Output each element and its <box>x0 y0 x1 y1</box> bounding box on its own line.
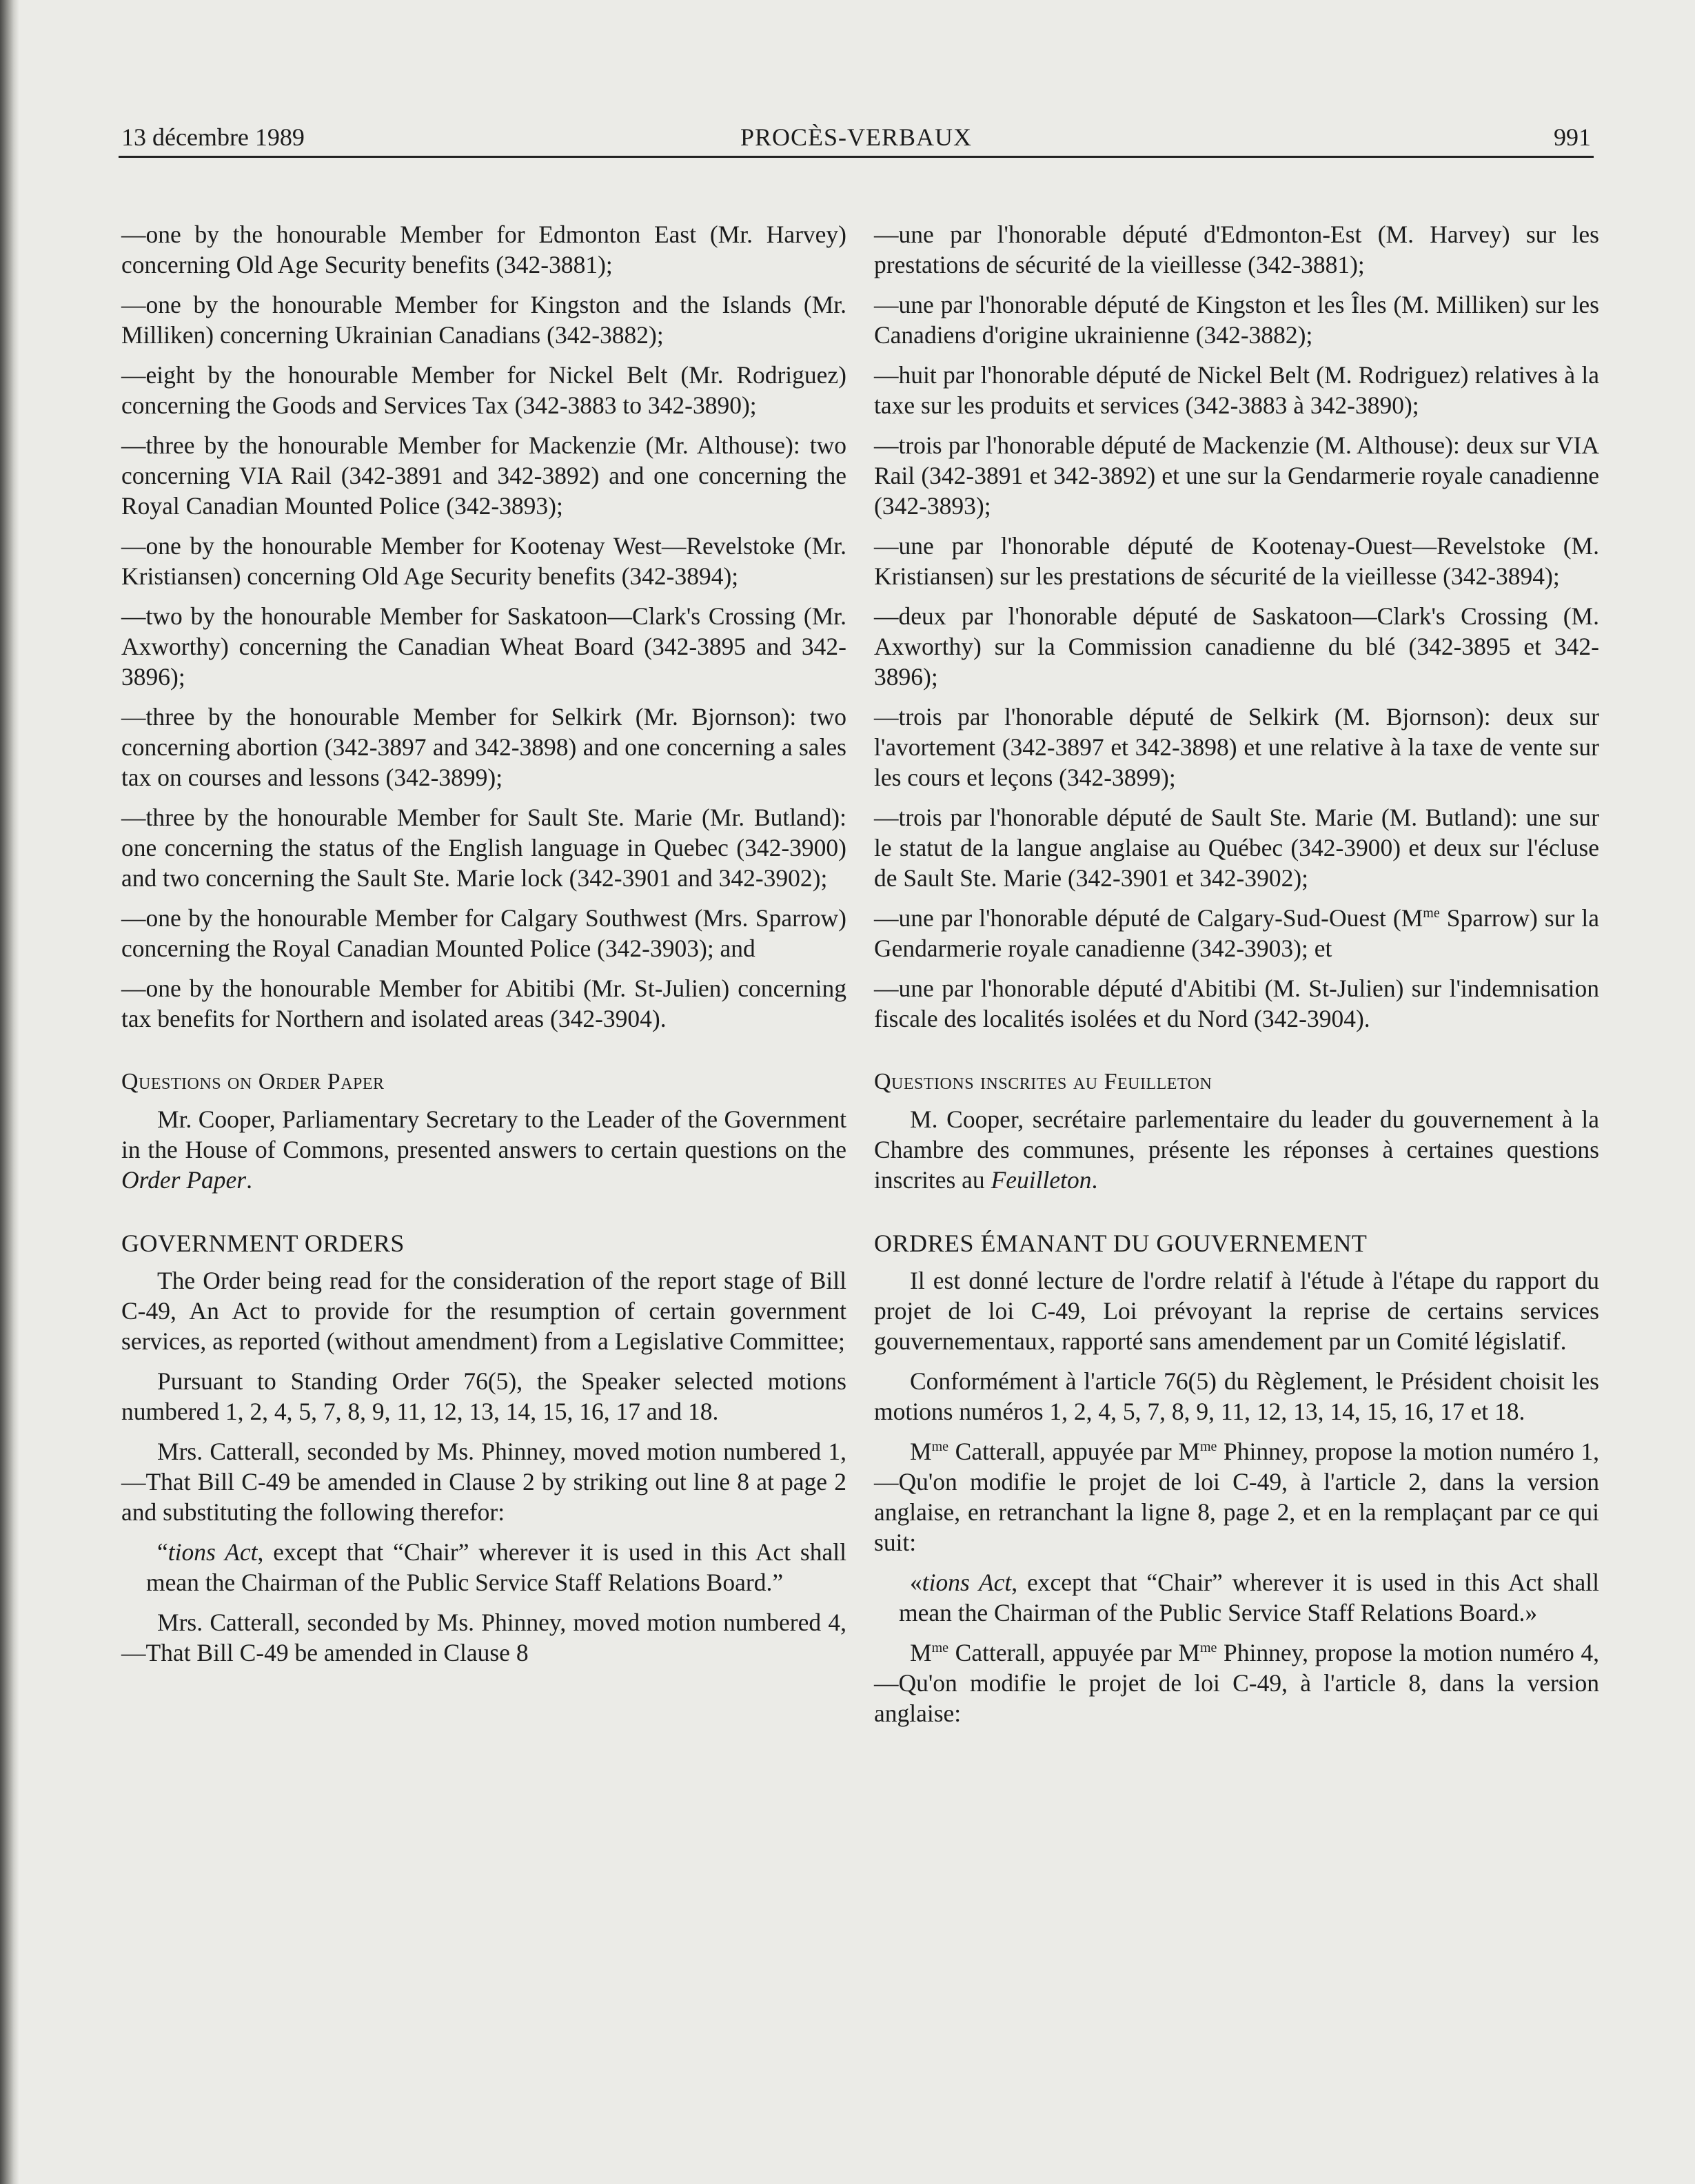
petition-item: —one by the honourable Member for Calgary Southwest (Mrs. Sparrow) concerning the Royal Canadian Mounted Police (342-3903); and <box>121 904 846 962</box>
english-column <box>121 219 846 1677</box>
petition-item: —one by the honourable Member for Kingston and the Islands (Mr. Milliken) concerning Ukrainian Canadians (342-3882); <box>121 291 846 349</box>
petition-item: —une par l'honorable député de Kootenay-Ouest—Revelstoke (M. Kristiansen) sur les prestations de sécurité de la vieillesse (342-3894); <box>874 532 1599 590</box>
petition-item: —three by the honourable Member for Sault Ste. Marie (Mr. Butland): one concerning the status of the English language in Quebec (342-3900) and two concerning the Sault Ste. Marie lock (342-3901 and 342-3902); <box>121 804 846 892</box>
petition-item: —three by the honourable Member for Selkirk (Mr. Bjornson): two concerning abortion (342-3897 and 342-3898) and one concerning a sales tax on courses and lessons (342-3899); <box>121 703 846 791</box>
petition-item: —one by the honourable Member for Abitibi (Mr. St-Julien) concerning tax benefits for Northern and isolated areas (342-3904). <box>121 974 846 1032</box>
order-paragraph: Il est donné lecture de l'ordre relatif à l'étude à l'étape du rapport du projet de loi C-49, Loi prévoyant la reprise de certains services gouvernementaux, rapporté sans amendement par un Comité législatif. <box>874 1267 1599 1355</box>
petition-item: —deux par l'honorable député de Saskatoon—Clark's Crossing (M. Axworthy) sur la Commission canadienne du blé (342-3895 et 342-3896); <box>874 602 1599 691</box>
french-column <box>874 219 1599 1738</box>
petition-item: —two by the honourable Member for Saskatoon—Clark's Crossing (Mr. Axworthy) concerning the Canadian Wheat Board (342-3895 and 342-3896); <box>121 602 846 691</box>
petition-item: —three by the honourable Member for Mackenzie (Mr. Althouse): two concerning VIA Rail (342-3891 and 342-3892) and one concerning the Royal Canadian Mounted Police (342-3893); <box>121 431 846 520</box>
questions-paragraph: M. Cooper, secrétaire parlementaire du leader du gouvernement à la Chambre des communes, présente les réponses à certaines questions inscrites au Feuilleton. <box>874 1105 1599 1194</box>
petition-item: —trois par l'honorable député de Mackenzie (M. Althouse): deux sur VIA Rail (342-3891 et 342-3892) et une sur la Gendarmerie royale canadienne (342-3893); <box>874 431 1599 520</box>
motion-quote: “tions Act, except that “Chair” wherever it is used in this Act shall mean the Chairman of the Public Service Staff Relations Board.” <box>146 1538 846 1596</box>
order-paragraph: Conformément à l'article 76(5) du Règlement, le Président choisit les motions numéros 1, 2, 4, 5, 7, 8, 9, 11, 12, 13, 14, 15, 16, 17 et 18. <box>874 1367 1599 1425</box>
header-title: PROCÈS-VERBAUX <box>740 123 973 151</box>
motion-quote: «tions Act, except that “Chair” wherever it is used in this Act shall mean the Chairman of the Public Service Staff Relations Board.» <box>899 1569 1599 1626</box>
questions-heading: Questions on Order Paper <box>121 1069 385 1094</box>
header-date: 13 décembre 1989 <box>121 123 305 151</box>
government-orders-heading: GOVERNMENT ORDERS <box>121 1229 405 1257</box>
order-paragraph: The Order being read for the consideration of the report stage of Bill C-49, An Act to provide for the resumption of certain government services, as reported (without amendment) from a Legislative Committee; <box>121 1267 846 1355</box>
petition-item: —trois par l'honorable député de Sault Ste. Marie (M. Butland): une sur le statut de la langue anglaise au Québec (342-3900) et deux sur l'écluse de Sault Ste. Marie (342-3901 et 342-3902); <box>874 804 1599 892</box>
page-binding-edge <box>0 0 19 2184</box>
petition-item: —one by the honourable Member for Edmonton East (Mr. Harvey) concerning Old Age Security benefits (342-3881); <box>121 221 846 278</box>
page-number: 991 <box>1554 123 1591 151</box>
motion-paragraph: Mrs. Catterall, seconded by Ms. Phinney, moved motion numbered 4,—That Bill C-49 be amended in Clause 8 <box>121 1609 846 1666</box>
order-paragraph: Pursuant to Standing Order 76(5), the Speaker selected motions numbered 1, 2, 4, 5, 7, 8, 9, 11, 12, 13, 14, 15, 16, 17 and 18. <box>121 1367 846 1425</box>
petition-item: —one by the honourable Member for Kootenay West—Revelstoke (Mr. Kristiansen) concerning Old Age Security benefits (342-3894); <box>121 532 846 590</box>
government-orders-heading: ORDRES ÉMANANT DU GOUVERNEMENT <box>874 1229 1368 1257</box>
motion-paragraph: Mrs. Catterall, seconded by Ms. Phinney, moved motion numbered 1,—That Bill C-49 be amended in Clause 2 by striking out line 8 at page 2 and substituting the following therefor: <box>121 1438 846 1526</box>
petition-item: —une par l'honorable député de Calgary-Sud-Ouest ($M^{me}$ Sparrow) sur la Gendarmerie royale canadienne (342-3903); et <box>874 904 1599 962</box>
petition-item: —huit par l'honorable député de Nickel Belt (M. Rodriguez) relatives à la taxe sur les produits et services (342-3883 à 342-3890); <box>874 361 1599 419</box>
page-header <box>119 117 1594 158</box>
petition-item: —une par l'honorable député d'Edmonton-Est (M. Harvey) sur les prestations de sécurité de la vieillesse (342-3881); <box>874 221 1599 278</box>
petition-item: —une par l'honorable député de Kingston et les Îles (M. Milliken) sur les Canadiens d'origine ukrainienne (342-3882); <box>874 291 1599 349</box>
motion-paragraph: $M^{me}$ Catterall, appuyée par $M^{me}$ Phinney, propose la motion numéro 4,—Qu'on modifie le projet de loi C-49, à l'article 8, dans la version anglaise: <box>874 1639 1599 1727</box>
petition-item: —eight by the honourable Member for Nickel Belt (Mr. Rodriguez) concerning the Goods and Services Tax (342-3883 to 342-3890); <box>121 361 846 419</box>
petition-item: —une par l'honorable député d'Abitibi (M. St-Julien) sur l'indemnisation fiscale des localités isolées et du Nord (342-3904). <box>874 974 1599 1032</box>
petition-item: —trois par l'honorable député de Selkirk (M. Bjornson): deux sur l'avortement (342-3897 et 342-3898) et une relative à la taxe de vente sur les cours et leçons (342-3899); <box>874 703 1599 791</box>
motion-paragraph: $M^{me}$ Catterall, appuyée par $M^{me}$ Phinney, propose la motion numéro 1,—Qu'on modifie le projet de loi C-49, à l'article 2, dans la version anglaise, en retranchant la ligne 8, page 2, et en la remplaçant par ce qui suit: <box>874 1438 1599 1556</box>
questions-paragraph: Mr. Cooper, Parliamentary Secretary to the Leader of the Government in the House of Commons, presented answers to certain questions on the Order Paper. <box>121 1105 846 1194</box>
questions-heading: Questions inscrites au Feuilleton <box>874 1069 1212 1094</box>
